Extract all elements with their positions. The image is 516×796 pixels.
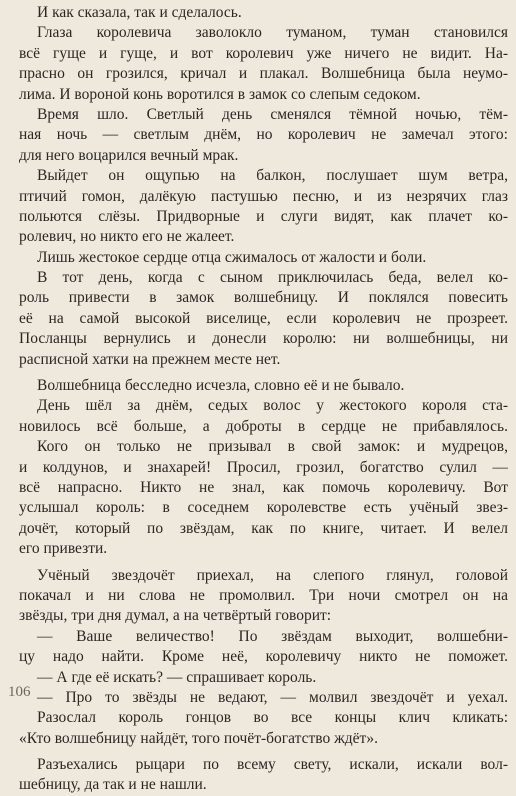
text-line: «Кто волшебницу найдёт, того почёт-богатство ждёт». bbox=[19, 729, 378, 747]
text-line: шебницу, да так и не нашли. bbox=[19, 776, 207, 794]
text-line: лима. И вороной конь воротился в замок со слепым седоком. bbox=[19, 85, 421, 103]
text-line: Выйдет он ощупью на балкон, послушает шум ветра, bbox=[37, 167, 508, 185]
text-line: Волшебница бесследно исчезла, словно её и не бывало. bbox=[37, 377, 405, 395]
text-line: расписной хатки на прежнем месте нет. bbox=[19, 350, 281, 368]
text-line: всё гуще и гуще, и вот королевич уже ничего не видит. На- bbox=[19, 44, 508, 62]
text-line: — Ваше величество! По звёздам выходит, волшебни- bbox=[37, 627, 508, 645]
text-line: ная ночь — светлым днём, но королевич не замечал этого: bbox=[19, 126, 508, 144]
text-line: роль привести в замок волшебницу. И поклялся повесить bbox=[19, 289, 508, 307]
text-line: покачал и ни слова не промолвил. Три ночи смотрел он на bbox=[19, 586, 508, 604]
text-line: его привезти. bbox=[19, 540, 108, 558]
text-line: Учёный звездочёт приехал, на слепого глянул, головой bbox=[37, 566, 508, 584]
text-line: День шёл за днём, седых волос у жестокого короля ста- bbox=[37, 397, 508, 415]
text-line: Время шло. Светлый день сменялся тёмной ночью, тём- bbox=[37, 105, 508, 123]
text-line: — Про то звёзды не ведают, — молвил звездочёт и уехал. bbox=[37, 688, 508, 706]
text-line: польются слёзы. Придворные и слуги видят, как плачет ко- bbox=[19, 207, 508, 225]
text-line: Кого он только не призывал в свой замок: и мудрецов, bbox=[37, 438, 508, 456]
text-line: Разъехались рыцари по всему свету, искали, искали вол- bbox=[37, 756, 508, 774]
text-line: цу надо найти. Кроме неё, королевичу никто не поможет. bbox=[19, 648, 508, 666]
text-line: прасно он грозился, кричал и плакал. Волшебница была неумо- bbox=[19, 65, 508, 83]
text-line: дочёт, который по звёздам, как по книге, читает. И велел bbox=[19, 519, 508, 537]
page-text-body bbox=[19, 3, 508, 796]
text-line: Глаза королевича заволокло туманом, туман становился bbox=[37, 24, 508, 42]
text-line: всё напрасно. Никто не знал, как помочь королевичу. Вот bbox=[19, 478, 508, 496]
text-line: И как сказала, так и сделалось. bbox=[37, 4, 242, 21]
page-number: 106 bbox=[8, 684, 31, 700]
text-line: ролевич, но никто его не жалеет. bbox=[19, 228, 235, 246]
text-line: услышал король: в соседнем королевстве есть учёный звез- bbox=[19, 499, 508, 517]
text-line: — А где её искать? — спрашивает король. bbox=[37, 668, 317, 686]
text-line: и колдунов, и знахарей! Просил, грозил, богатство сулил — bbox=[19, 458, 508, 476]
text-line: новилось всё больше, а доброты в сердце не прибавлялось. bbox=[19, 417, 508, 435]
text-line: звёзды, три дня думал, а на четвёртый говорит: bbox=[19, 607, 332, 625]
text-line: Посланцы вернулись и донесли королю: ни волшебницы, ни bbox=[19, 330, 508, 348]
text-line: птичий гомон, далёкую пастушью песню, и из незрячих глаз bbox=[19, 187, 508, 205]
text-line: её на самой высокой виселице, если королевич не прозреет. bbox=[19, 309, 508, 327]
text-line: для него воцарился вечный мрак. bbox=[19, 146, 239, 164]
text-line: В тот день, когда с сыном приключилась беда, велел ко- bbox=[37, 269, 508, 287]
text-line: Лишь жестокое сердце отца сжималось от жалости и боли. bbox=[37, 248, 427, 266]
text-line: Разослал король гонцов во все концы клич кликать: bbox=[37, 709, 508, 727]
